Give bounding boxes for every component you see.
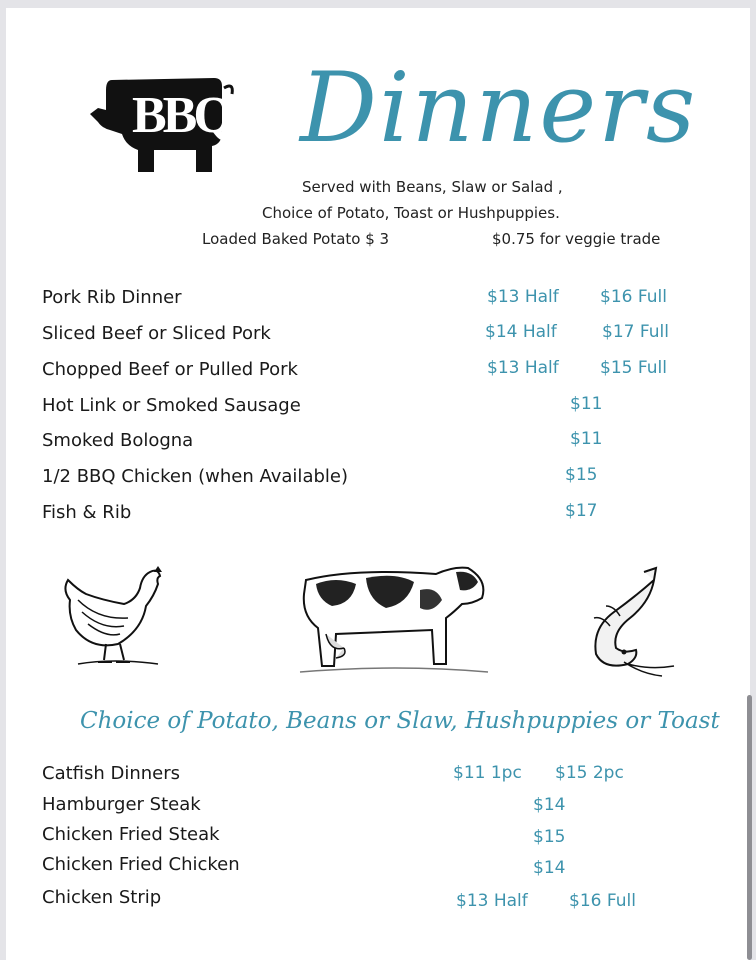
bbq-pig-logo xyxy=(84,72,244,182)
menu-item-name: Pork Rib Dinner xyxy=(42,287,182,308)
menu-item-name: Chicken Fried Chicken xyxy=(42,854,240,875)
menu-item-price: $14 xyxy=(533,795,566,815)
choice-heading: Choice of Potato, Beans or Slaw, Hushpuppies or Toast xyxy=(80,708,720,734)
logo-text: BBQ xyxy=(132,87,230,144)
menu-item-name: Hot Link or Smoked Sausage xyxy=(42,395,301,416)
menu-item-price-full: $15 Full xyxy=(600,358,667,378)
menu-item-name: Hamburger Steak xyxy=(42,794,201,815)
menu-item-price-half: $13 Half xyxy=(487,358,559,378)
menu-item-name: Sliced Beef or Sliced Pork xyxy=(42,323,271,344)
page-title: Dinners xyxy=(300,52,698,164)
menu-item-price: $11 xyxy=(570,429,603,449)
catfish-illustration xyxy=(584,566,680,678)
menu-item-price-1pc: $11 1pc xyxy=(453,763,522,783)
menu-item-price: $11 xyxy=(570,394,603,414)
menu-item-name: 1/2 BBQ Chicken (when Available) xyxy=(42,466,348,487)
cow-illustration xyxy=(296,560,492,684)
menu-item-price-full: $17 Full xyxy=(602,322,669,342)
menu-item-name: Chopped Beef or Pulled Pork xyxy=(42,359,298,380)
loaded-potato-note: Loaded Baked Potato $ 3 xyxy=(202,230,390,248)
menu-item-price-half: $13 Half xyxy=(456,891,528,911)
menu-item-price-full: $16 Full xyxy=(600,287,667,307)
veggie-trade-note: $0.75 for veggie trade xyxy=(492,230,661,248)
subtitle-line-1: Served with Beans, Slaw or Salad , xyxy=(302,178,563,196)
scrollbar[interactable] xyxy=(747,695,752,960)
menu-item-price-full: $16 Full xyxy=(569,891,636,911)
menu-item-price: $17 xyxy=(565,501,598,521)
menu-item-price-half: $14 Half xyxy=(485,322,557,342)
menu-item-name: Smoked Bologna xyxy=(42,430,194,451)
menu-item-price-half: $13 Half xyxy=(487,287,559,307)
menu-item-name: Chicken Fried Steak xyxy=(42,824,220,845)
menu-item-price: $15 xyxy=(533,827,566,847)
menu-item-price-2pc: $15 2pc xyxy=(555,763,624,783)
menu-item-name: Fish & Rib xyxy=(42,502,132,523)
menu-item-name: Catfish Dinners xyxy=(42,763,181,784)
chicken-illustration xyxy=(58,560,168,670)
menu-item-name: Chicken Strip xyxy=(42,887,162,908)
menu-item-price: $14 xyxy=(533,858,566,878)
menu-item-price: $15 xyxy=(565,465,598,485)
subtitle-line-2: Choice of Potato, Toast or Hushpuppies. xyxy=(262,204,560,222)
